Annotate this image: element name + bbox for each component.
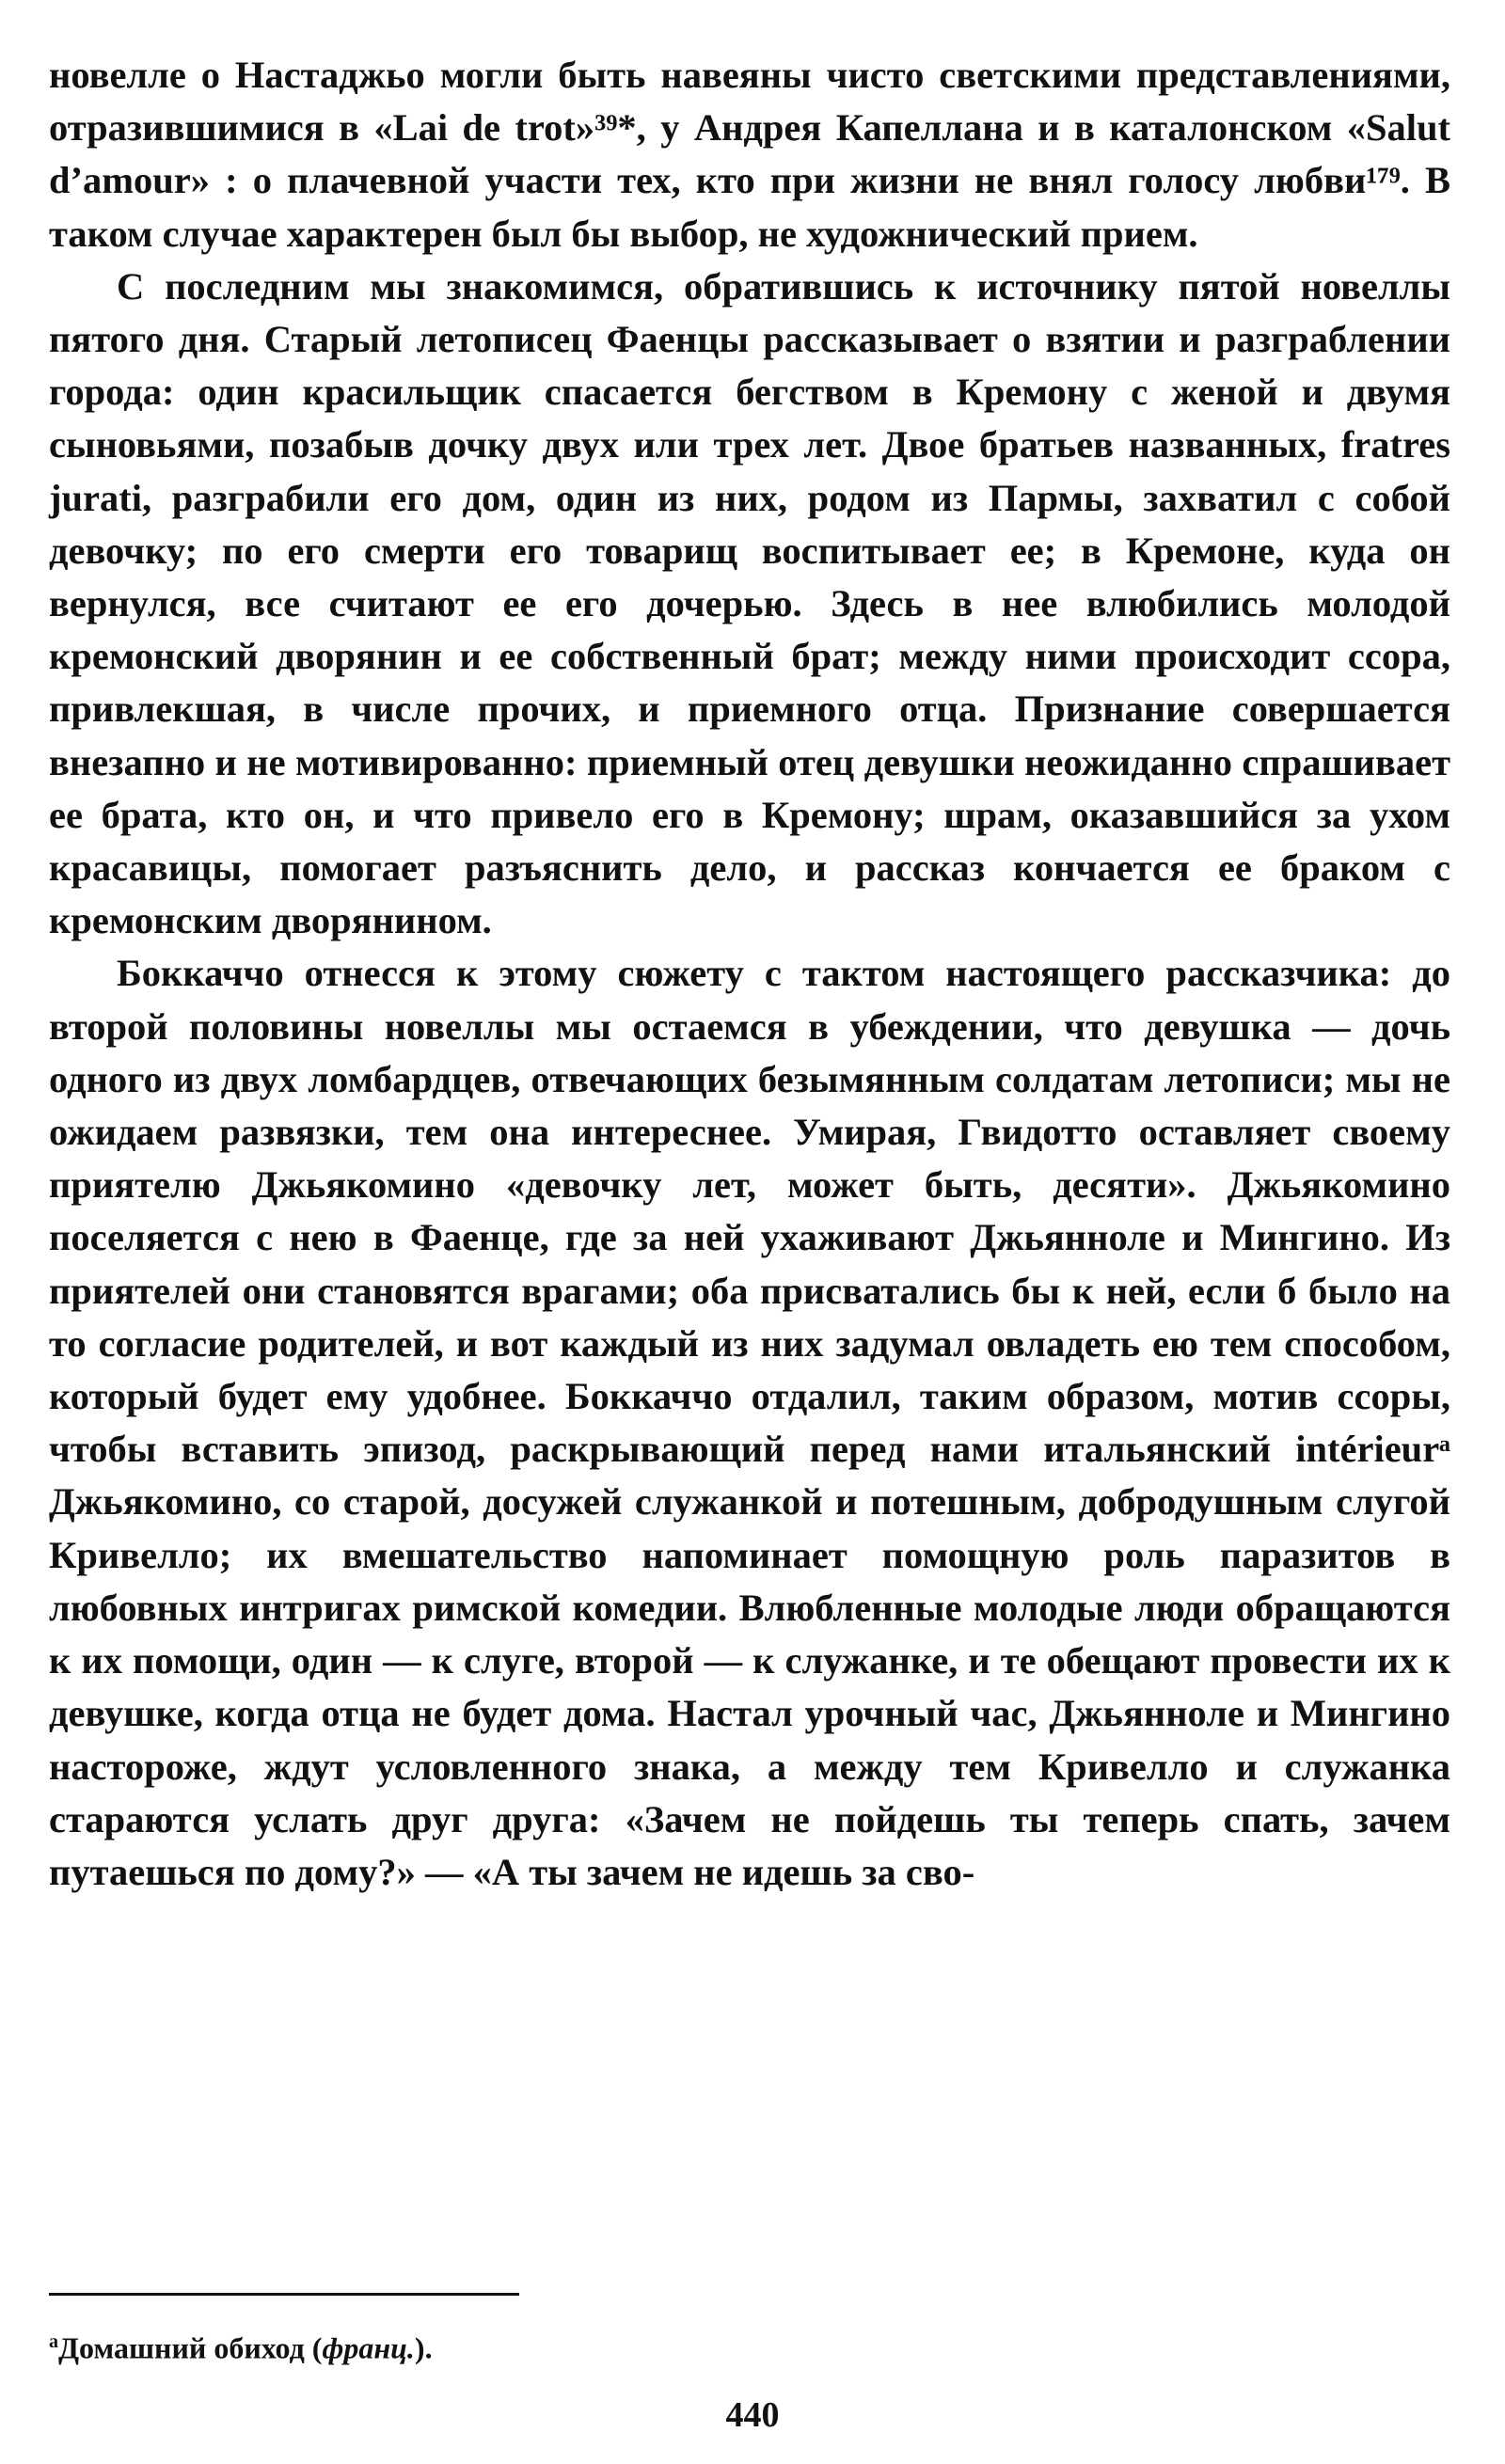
page-number: 440 [725, 2395, 780, 2435]
page-body [49, 49, 1450, 1899]
footnote-text: Домашний обиход ( [58, 2330, 323, 2365]
main-text [49, 49, 1450, 1899]
footnote-end: ). [414, 2330, 433, 2365]
footnote [49, 2321, 433, 2369]
paragraph-2: С последним мы знакомимся, обратившись к источнику пятой новеллы пятого дня. Старый летописец Фаенцы рассказывает о взятии и разграблении города: один красильщик спасается бегством в Кремону с женой и двумя сыновьями, позабыв дочку двух или трех лет. Двое братьев названных, fratres jurati, разграбили его дом, один из них, родом из Пармы, захватил с собой девочку; по его смерти его товарищ воспитывает ее; в Кремоне, куда он вернулся, все считают ее его дочерью. Здесь в нее влюбились молодой кремонский дворянин и ее собственный брат; между ними происходит ссора, привлекшая, в числе прочих, и приемного отца. Признание совершается внезапно и не мотивированно: приемный отец девушки неожиданно спрашивает ее брата, кто он, и что привело его в Кремону; шрам, оказавшийся за ухом красавицы, помогает разъяснить дело, и рассказ кончается ее браком с кремонским дворянином. [49, 264, 1450, 942]
paragraph-1: новелле о Настаджьо могли быть навеяны чисто светскими представлениями, отразившимися в «Lai de trot»³⁹*, у Андрея Капеллана и в каталонском «Salut d’amour» : о плачевной участи тех, кто при жизни не внял голосу любви¹⁷⁹. В таком случае характерен был бы выбор, не художнический прием. [49, 54, 1450, 255]
footnote-separator [49, 2293, 519, 2296]
paragraph-3: Боккаччо отнесся к этому сюжету с тактом настоящего рассказчика: до второй половины новеллы мы остаемся в убеждении, что девушка — дочь одного из двух ломбардцев, отвечающих безымянным солдатам летописи; мы не ожидаем развязки, тем она интереснее. Умирая, Гвидотто оставляет своему приятелю Джьякомино «девочку лет, может быть, десяти». Джьякомино поселяется с нею в Фаенце, где за ней ухаживают Джьянноле и Мингино. Из приятелей они становятся врагами; оба присватались бы к ней, если б было на то согласие родителей, и вот каждый из них задумал овладеть ею тем способом, который будет ему удобнее. Боккаччо отдалил, таким образом, мотив ссоры, чтобы вставить эпизод, раскрывающий перед нами итальянский intérieurᵃ Джьякомино, со старой, досужей служанкой и потешным, добродушным слугой Кривелло; их вмешательство напоминает помощную роль паразитов в любовных интригах римской комедии. Влюбленные молодые люди обращаются к их помощи, один — к слуге, второй — к служанке, и те обещают провести их к девушке, когда отца не будет дома. Настал урочный час, Джьянноле и Мингино настороже, ждут условленного знака, а между тем Кривелло и служанка стараются услать друг друга: «Зачем не пойдешь ты теперь спать, зачем путаешься по дому?» — «А ты зачем не идешь за сво- [49, 952, 1450, 1893]
footnote-italic: франц. [322, 2330, 415, 2365]
footnote-marker: a [49, 2331, 58, 2352]
